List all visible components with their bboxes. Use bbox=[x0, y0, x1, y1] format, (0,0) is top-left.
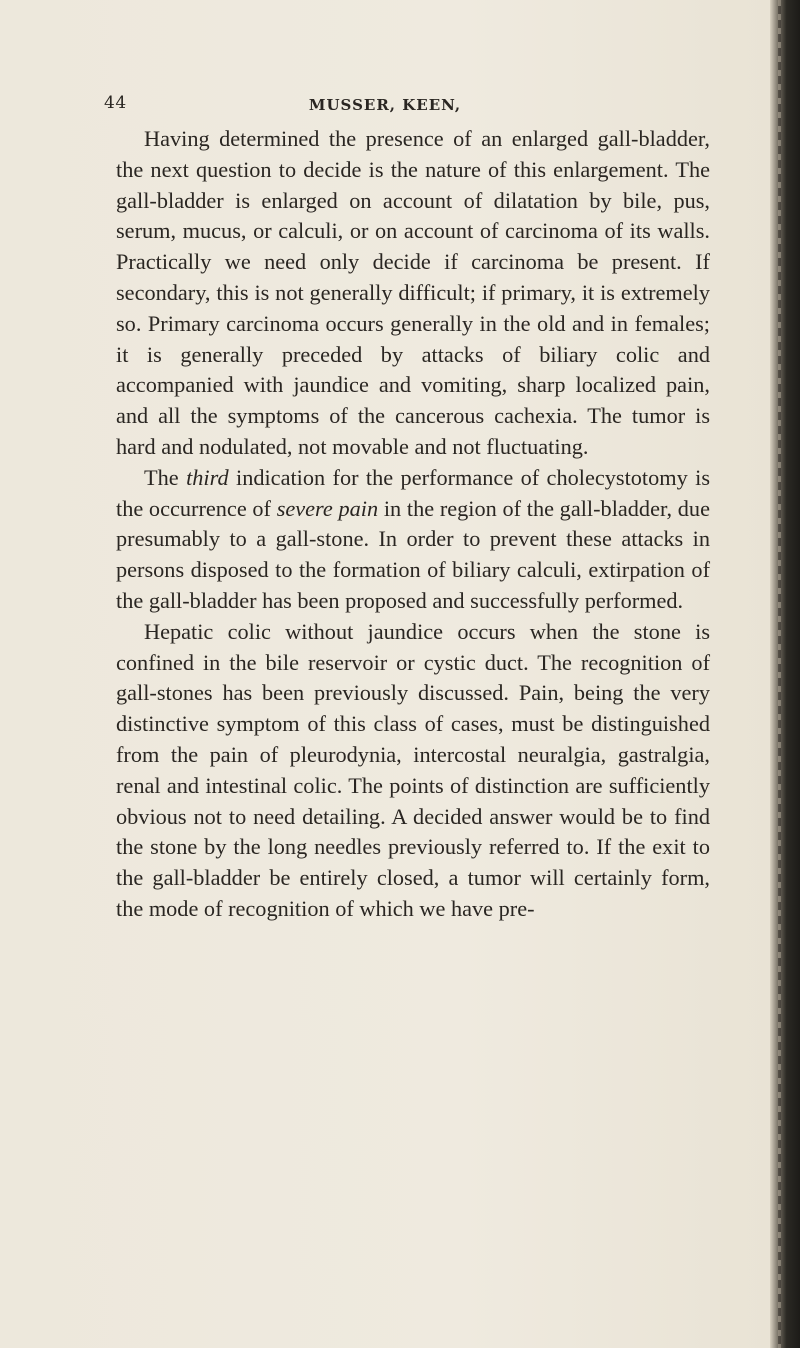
text-run: The bbox=[144, 464, 187, 490]
page-number: 44 bbox=[104, 93, 127, 113]
paragraph-third-indication bbox=[116, 463, 710, 617]
body-text bbox=[116, 124, 710, 925]
text-run: indication for the performance of cholecystotomy is the occurrence of bbox=[116, 464, 710, 521]
italic-severe-pain: severe pain bbox=[276, 495, 379, 521]
book-edge-shadow bbox=[770, 0, 800, 1348]
running-head: MUSSER, KEEN, bbox=[308, 96, 462, 114]
italic-third: third bbox=[186, 464, 229, 490]
text-run: in the region of the gall-bladder, due presumably to a gall-stone. In order to prevent these attacks in persons disposed to the formation of biliary calculi, extirpation of the gall-bladder has been proposed and successfully performed. bbox=[116, 495, 710, 613]
paragraph-hepatic-colic: Hepatic colic without jaundice occurs when the stone is confined in the bile reservoir or cystic duct. The recognition of gall-stones has been previously discussed. Pain, being the very distinctive symptom of this class of cases, must be distinguished from the pain of pleurodynia, intercostal neuralgia, gastralgia, renal and intestinal colic. The points of distinction are sufficiently obvious not to need detailing. A decided answer would be to find the stone by the long needles previously referred to. If the exit to the gall-bladder be entirely closed, a tumor will certainly form, the mode of recognition of which we have pre- bbox=[116, 618, 710, 921]
paragraph-carcinoma: Having determined the presence of an enlarged gall-bladder, the next question to decide is the nature of this enlargement. The gall-bladder is enlarged on account of dilatation by bile, pus, serum, mucus, or calculi, or on account of carcinoma of its walls. Practically we need only decide if carcinoma be present. If secondary, this is not generally difficult; if primary, it is extremely so. Primary carcinoma occurs generally in the old and in females; it is generally preceded by attacks of biliary colic and accompanied with jaundice and vomiting, sharp localized pain, and all the symptoms of the cancerous cachexia. The tumor is hard and nodulated, not movable and not fluctuating. bbox=[116, 126, 710, 459]
